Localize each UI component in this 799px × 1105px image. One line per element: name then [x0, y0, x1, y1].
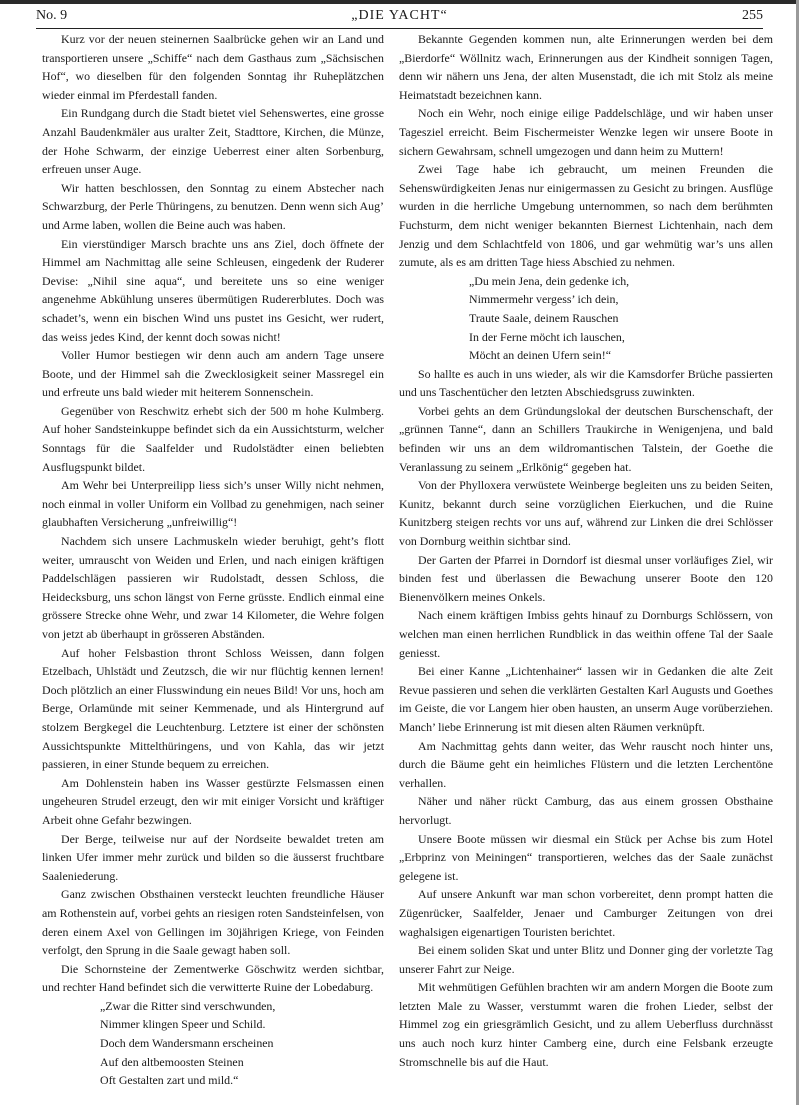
scan-edge-top	[0, 0, 799, 4]
right-column	[399, 30, 773, 1071]
paragraph: Mit wehmütigen Gefühlen brachten wir am andern Morgen die Boote zum letzten Male zu Wasser, verstummt waren die frohen Lieder, selbst der Himmel zog ein griesgrämlich Gesicht, und zu allem Ueberfluss durchnässt uns auch noch kurz hinter Camberg eine, durch eine Felsbank erzeugte Stromschnelle bis auf die Haut.	[399, 980, 773, 1069]
paragraph: Von der Phylloxera verwüstete Weinberge begleiten uns zu beiden Seiten, Kunitz, bekannt durch seine vorzüglichen Eierkuchen, und die Ruine Kunitzberg steigen rechts vor uns auf, während zur Linken die drei Schlösser von Dornburg weithin sichtbar sind.	[399, 478, 773, 549]
poem-line: Nimmer klingen Speer und Schild.	[100, 1017, 266, 1032]
paragraph: Wir hatten beschlossen, den Sonntag zu einem Abstecher nach Schwarzburg, der Perle Thüringens, zu benutzen. Denn wenn sich Aug’ und Arme laben, wollen die Beine auch was haben.	[42, 180, 384, 232]
paragraph: Zwei Tage habe ich gebraucht, um meinen Freunden die Sehenswürdigkeiten Jenas nur einigermassen zu Gesicht zu bringen. Ausflüge wurden in die herrliche Umgebung unternommen, so nach dem berühmten Fuchsturm, dem nicht weniger bekannten Biernest Lichtenhain, nach dem Jenzig und dem Schlachtfeld von 1806, und gar wehmütig war’s uns allen zumute, als es am dritten Tage hiess Abschied zu nehmen.	[399, 162, 773, 270]
poem-line: Möcht an deinen Ufern sein!“	[469, 348, 611, 363]
paragraph: Ein vierstündiger Marsch brachte uns ans Ziel, doch öffnete der Himmel am Nachmittag alle seine Schleusen, eingedenk der Ruderer Devise: „Nihil sine aqua“, und bereitete uns so eine weniger angenehme Abkühlung unseres übermütigen Rudererblutes. Doch was schadet’s, wenn ein bischen Wind uns pustet ins Gesicht, wer rudert, das weiss jedes Kind, der kennt doch sowas nicht!	[42, 236, 384, 344]
poem-line: Traute Saale, deinem Rauschen	[469, 310, 619, 325]
paragraph: Näher und näher rückt Camburg, das aus einem grossen Obsthaine hervorlugt.	[399, 794, 773, 827]
paragraph: Der Garten der Pfarrei in Dorndorf ist diesmal unser vorläufiges Ziel, wir binden fest und überlassen die Bewachung unserer Boote den 120 Bienenvölkern meines Onkels.	[399, 552, 773, 604]
issue-number: No. 9	[36, 8, 68, 23]
paragraph: Am Wehr bei Unterpreilipp liess sich’s unser Willy nicht nehmen, noch einmal in voller Uniform ein Vollbad zu genehmigen, nach seiner glaubhaften Versicherung „unfreiwillig“!	[42, 478, 384, 530]
paragraph: Bei einem soliden Skat und unter Blitz und Donner ging der vorletzte Tag unserer Fahrt zur Neige.	[399, 943, 773, 976]
paragraph: Voller Humor bestiegen wir denn auch am andern Tage unsere Boote, und der Himmel sah die Zwecklosigkeit seiner Massregel ein und erfreute uns bald wieder mit heiterem Sonnenschein.	[42, 348, 384, 400]
paragraph: Kurz vor der neuen steinernen Saalbrücke gehen wir an Land und transportieren unsere „Schiffe“ nach dem Gasthaus zum „Sächsischen Hof“, wo dieselben für den folgenden Sonntag ihr Ruheplätzchen wieder einmal im Pferdestall fanden.	[42, 32, 384, 102]
paragraph: Ganz zwischen Obsthainen versteckt leuchten freundliche Häuser am Rothenstein auf, vorbei gehts an riesigen roten Sandsteinfelsen, von deren einem Axel von Gellingen im 30jährigen Kriege, von Feinden verfolgt, den Sprung in die Saale gewagt haben soll.	[42, 887, 384, 958]
poem-line: Auf den altbemoosten Steinen	[100, 1054, 244, 1069]
poem-jena	[399, 272, 773, 365]
poem-line: Oft Gestalten zart und mild.“	[100, 1073, 239, 1088]
header-rule	[36, 28, 763, 29]
poem-line: Nimmermehr vergess’ ich dein,	[469, 292, 619, 307]
poem-line: „Zwar die Ritter sind verschwunden,	[100, 998, 276, 1013]
paragraph: Vorbei gehts an dem Gründungslokal der deutschen Burschenschaft, der „grünnen Tanne“, dann an Schillers Traukirche in Wenigenjena, und bald befinden wir uns an dem wildromantischen Talstein, der Goethe die Veranlassung zu seinem „Erlkönig“ gegeben hat.	[399, 403, 773, 474]
page-number: 255	[742, 8, 763, 23]
paragraph: Der Berge, teilweise nur auf der Nordseite bewaldet treten am linken Ufer immer mehr zurück und bilden so die äusserst fruchtbare Saaleniederung.	[42, 831, 384, 883]
paragraph: Gegenüber von Reschwitz erhebt sich der 500 m hohe Kulmberg. Auf hoher Sandsteinkuppe befindet sich da ein Aussichtsturm, welcher Sonntags für die Saalfelder und Rudolstädter einen beliebten Ausflugspunkt bildet.	[42, 403, 384, 474]
paragraph: Am Dohlenstein haben ins Wasser gestürzte Felsmassen einen ungeheuren Strudel erzeugt, den wir mit einiger Vorsicht und kräftiger Arbeit ohne Gefahr bezwingen.	[42, 775, 384, 827]
paragraph: Bekannte Gegenden kommen nun, alte Erinnerungen werden bei dem „Bierdorfe“ Wöllnitz wach, Erinnerungen aus der Kindheit sonnigen Tagen, denn wir nähern uns Jena, der alten Musenstadt, die ich mit Stolz als meine Heimatstadt bezeichnen kann.	[399, 32, 773, 102]
paragraph: Nach einem kräftigen Imbiss gehts hinauf zu Dornburgs Schlössern, von welchen man einen herrlichen Rundblick in das weithin offene Tal der Saale geniesst.	[399, 608, 773, 660]
paragraph: Am Nachmittag gehts dann weiter, das Wehr rauscht noch hinter uns, durch die Bäume geht ein heimliches Flüstern und die letzten Lerchentöne verhallen.	[399, 738, 773, 790]
paragraph: Nachdem sich unsere Lachmuskeln wieder beruhigt, geht’s flott weiter, umrauscht von Weiden und Erlen, und nach einigen kräftigen Paddelschlägen passieren wir Rudolstadt, dessen Schloss, die Heidecksburg, uns schon längst von Ferne grüsste. Endlich einmal eine grössere Strecke ohne Wehr, und zwar 14 Kilometer, die Wehre folgen von jetzt ab überhaupt in grösseren Abständen.	[42, 534, 384, 641]
page-header	[36, 6, 763, 28]
paragraph: Noch ein Wehr, noch einige eilige Paddelschläge, und wir haben unser Tagesziel erreicht. Beim Fischermeister Wenzke legen wir unsere Boote in sichern Gewahrsam, schnell umgezogen und dann heim zu Muttern!	[399, 106, 773, 158]
poem-line: „Du mein Jena, dein gedenke ich,	[469, 273, 630, 288]
poem-line: Doch dem Wandersmann erscheinen	[100, 1036, 274, 1051]
journal-title: „DIE YACHT“	[351, 8, 448, 23]
paragraph: Ein Rundgang durch die Stadt bietet viel Sehenswertes, eine grosse Anzahl Baudenkmäler aus uralter Zeit, Stadttore, Kirchen, die Münze, der Hohe Schwarm, der einzige Ueberrest einer alten Sorbenburg, erfreuen unser Auge.	[42, 106, 384, 177]
paragraph: Auf unsere Ankunft war man schon vorbereitet, denn prompt hatten die Zügenrücker, Saalfelder, Jenaer und Camburger Zeitungen von drei waghalsigen eigenartigen Touristen berichtet.	[399, 887, 773, 939]
paragraph: Bei einer Kanne „Lichtenhainer“ lassen wir in Gedanken die alte Zeit Revue passieren und sehen die verklärten Gestalten Karl Augusts und Goethes im Geiste, die vor Langem hier oben hausten, an unserm Auge vorüberziehen. Manch’ liebe Erinnerung ist mit diesen alten Räumen verknüpft.	[399, 664, 773, 734]
left-column	[42, 30, 384, 1090]
paragraph: Die Schornsteine der Zementwerke Göschwitz werden sichtbar, und rechter Hand befindet sich die verwitterte Ruine der Lobedaburg.	[42, 961, 384, 995]
paragraph: Auf hoher Felsbastion thront Schloss Weissen, dann folgen Etzelbach, Uhlstädt und Zeutzsch, die wir nur flüchtig kennen lernen! Doch plötzlich an einer Flusswindung ein neues Bild! Vor uns, hoch am Berge, Orlamünde mit seiner Kemmenade, und als Hintergrund auf stolzem Bergkegel die Leuchtenburg. Letztere ist einer der schönsten Aussichtspunkte Mittelthüringens, und von Kahla, das wir jetzt passieren, in einer Stunde bequem zu erreichen.	[42, 645, 384, 772]
paragraph: Unsere Boote müssen wir diesmal ein Stück per Achse bis zum Hotel „Erbprinz von Meiningen“ transportieren, welches das der Saale zunächst gelegene ist.	[399, 831, 773, 883]
poem-line: In der Ferne möcht ich lauschen,	[469, 329, 625, 344]
paragraph: So hallte es auch in uns wieder, als wir die Kamsdorfer Brüche passierten und uns Taschentücher den letzten Abschiedsgruss zuwinkten.	[399, 366, 773, 400]
poem-ritter	[42, 997, 384, 1090]
